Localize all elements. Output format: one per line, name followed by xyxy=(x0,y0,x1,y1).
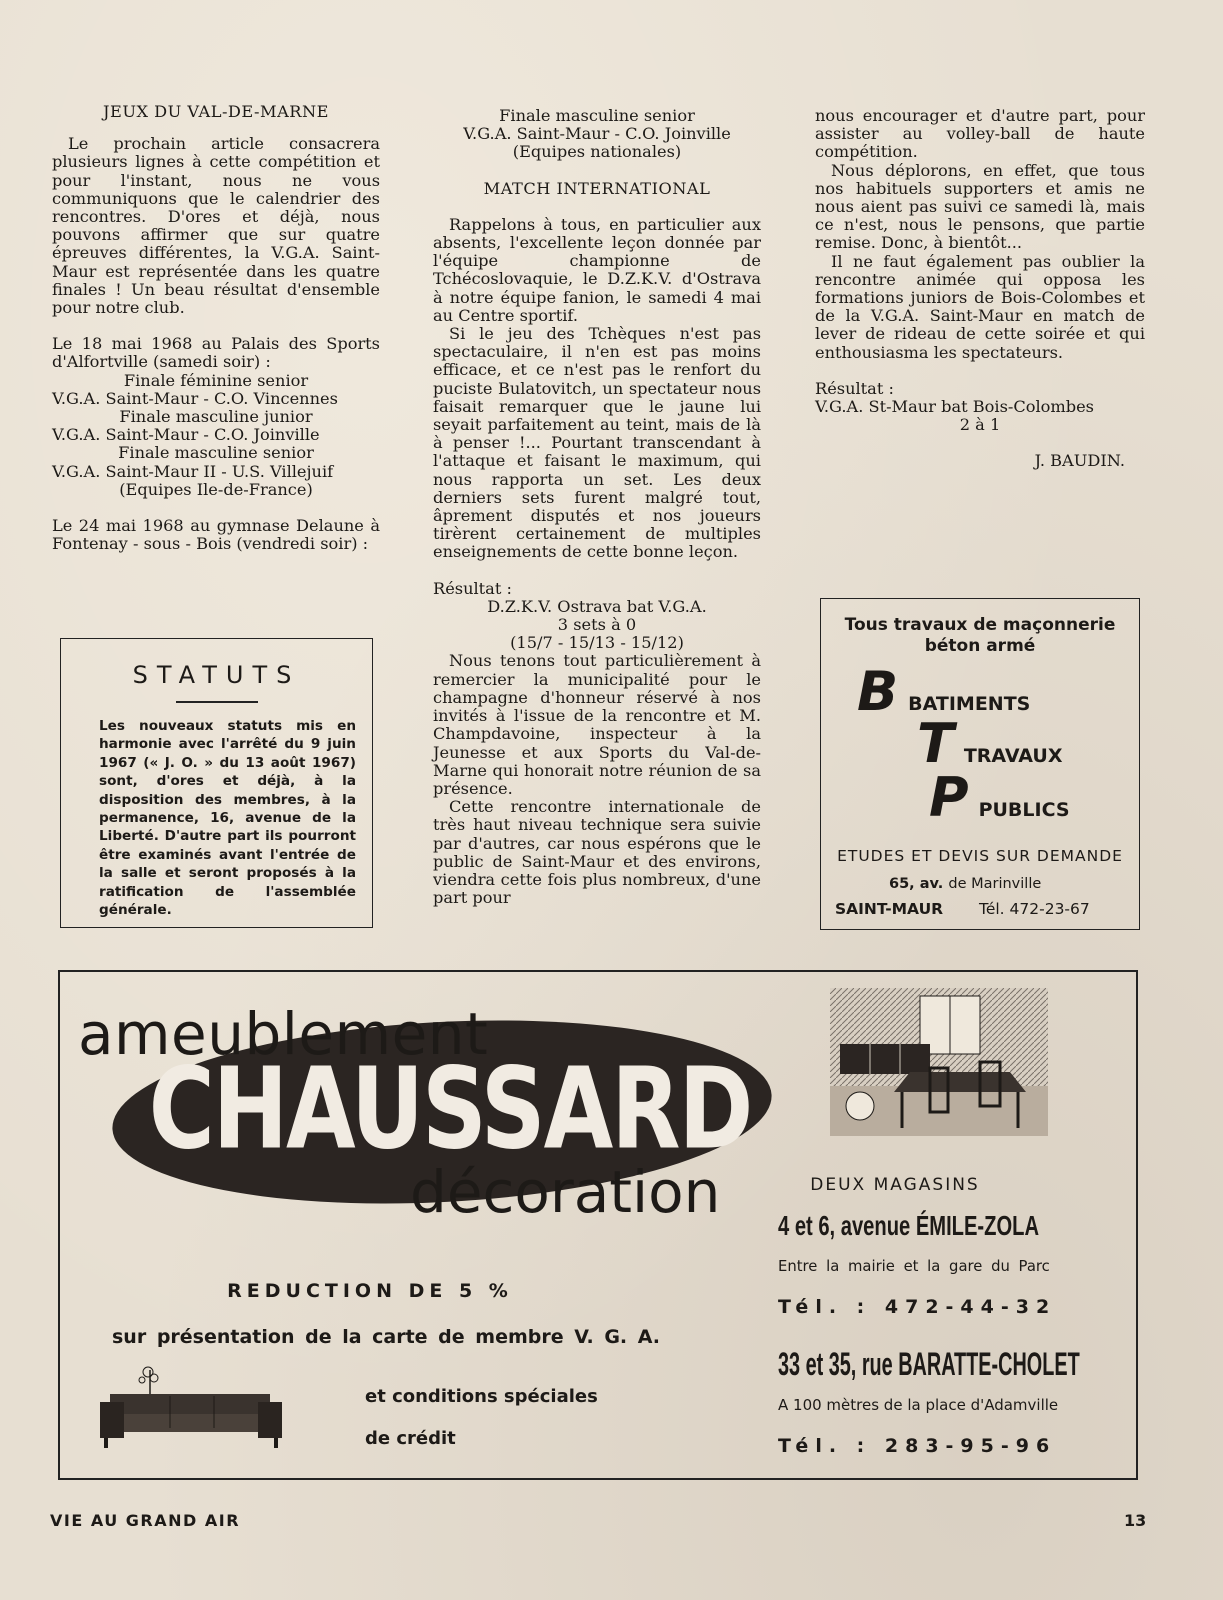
junior-result-label: Résultat : xyxy=(815,378,894,398)
chaussard-brand: CHAUSSARD xyxy=(148,1043,752,1176)
btp-letter-p: P xyxy=(929,766,969,829)
final-feminine-senior-title: Finale féminine senior xyxy=(123,370,309,390)
chaussard-advertisement xyxy=(58,970,1138,1480)
store-1-location: Entre la mairie et la gare du Parc xyxy=(778,1258,1050,1275)
column-2 xyxy=(433,107,761,907)
col3-paragraph-2: Nous déplorons, en effet, que tous nos habituels supporters et amis ne nous aient pas suivi ce samedi là, mais ce n'est, nous le pensons, que partie remise. Donc, à bientôt... xyxy=(815,160,1145,253)
jeux-heading: JEUX DU VAL-DE-MARNE xyxy=(103,102,329,121)
column-1 xyxy=(52,103,380,553)
btp-word-batiments: BATIMENTS xyxy=(908,693,1031,715)
statuts-title: STATUTS xyxy=(132,661,301,689)
final-ile-de-france-note: (Equipes Ile-de-France) xyxy=(119,479,313,499)
match-paragraph-4: Cette rencontre internationale de très haut niveau technique sera suivie par d'autres, car nous espérons que le public de Saint-Maur et des environs, viendra cette fois plus nombreux, d'une part pour xyxy=(433,797,761,908)
statuts-text: Les nouveaux statuts mis en harmonie avec l'arrêté du 9 juin 1967 (« J. O. » du 13 août 1967) sont, d'ores et déjà, à la disposition des membres, à la permanence, 16, avenue de la Liberté. D'autre part ils pourront être examinés avant l'entrée de la salle et seront proposés à la ratification de l'assemblée générale. xyxy=(99,718,356,919)
dining-room-illustration xyxy=(830,988,1048,1136)
store-2-phone: Tél. : 283-95-96 xyxy=(778,1435,1057,1457)
store-2-address: 33 et 35, rue BARATTE-CHOLET xyxy=(778,1346,1080,1382)
btp-address xyxy=(889,876,1041,892)
btp-headline xyxy=(821,615,1139,657)
final-nationale-title: Finale masculine senior xyxy=(499,106,695,125)
btp-letter-b: B xyxy=(857,660,899,723)
btp-headline-line-1: Tous travaux de maçonnerie xyxy=(844,615,1116,635)
sofa-illustration xyxy=(90,1364,290,1454)
match-paragraph-1: Rappelons à tous, en particulier aux absents, l'excellente leçon donnée par l'équipe championne de Tchécoslovaquie, le D.Z.K.V. d'Ostrava à notre équipe fanion, le samedi 4 mai au Centre sportif. xyxy=(433,214,761,325)
presentation-text: sur présentation de la carte de membre V. G. A. xyxy=(112,1326,661,1348)
match-paragraph-2: Si le jeu des Tchèques n'est pas spectaculaire, il n'en est pas moins efficace, et ce n'est pas le renfort du puciste Bulatovitch, un spectateur nous faisait remarquer que le jaune lui seyait parfaitement au teint, mais de là à penser !... Pourtant transcendant à l'attaque et faisant le maximum, qui nous rapporta un set. Les deux derniers sets furent malgré tout, âprement disputés et nos joueurs tirèrent certainement de multiples enseignements de cette bonne leçon. xyxy=(433,324,761,562)
statuts-divider xyxy=(176,701,258,703)
date-24-mai: Le 24 mai 1968 au gymnase Delaune à Fontenay - sous - Bois (vendredi soir) : xyxy=(52,516,380,554)
btp-address-street: de Marinville xyxy=(948,876,1042,892)
store-1-address: 4 et 6, avenue ÉMILE-ZOLA xyxy=(778,1210,1040,1241)
btp-word-travaux: TRAVAUX xyxy=(963,745,1063,767)
author-signature: J. BAUDIN. xyxy=(1034,451,1125,471)
match-international-heading: MATCH INTERNATIONAL xyxy=(483,178,711,198)
btp-address-number: 65, av. xyxy=(889,876,944,892)
jeux-intro: Le prochain article consacrera plusieurs lignes à cette compétition et pour l'instant, nous ne vous communiquons que le calendrier des rencontres. D'ores et déjà, nous pouvons affirmer que sur quatre épreuves différentes, la V.G.A. Saint-Maur est représentée dans les quatre finales ! Un beau résultat d'ensemble pour notre club. xyxy=(52,134,380,318)
btp-row-batiments xyxy=(857,660,1031,723)
conditions-line-1: et conditions spéciales xyxy=(365,1386,598,1407)
match-result-label: Résultat : xyxy=(433,578,512,598)
btp-row-travaux xyxy=(917,712,1063,775)
store-2-location: A 100 mètres de la place d'Adamville xyxy=(778,1396,1059,1414)
col3-paragraph-1: nous encourager et d'autre part, pour assister au volley-ball de haute compétition. xyxy=(815,106,1145,162)
match-result-sets: 3 sets à 0 xyxy=(557,615,637,635)
col3-paragraph-3: Il ne faut également pas oublier la rencontre animée qui opposa les formations juniors de Bois-Colombes et de la V.G.A. Saint-Maur en match de lever de rideau de cette soirée et qui enthousiasma les spectateurs. xyxy=(815,251,1145,362)
deux-magasins: DEUX MAGASINS xyxy=(810,1175,980,1195)
btp-word-publics: PUBLICS xyxy=(978,799,1070,821)
date-18-mai: Le 18 mai 1968 au Palais des Sports d'Alfortville (samedi soir) : xyxy=(52,334,380,372)
final-nationale-note: (Equipes nationales) xyxy=(512,142,682,162)
final-masculine-senior-match: V.G.A. Saint-Maur II - U.S. Villejuif xyxy=(52,461,334,481)
statuts-box xyxy=(60,638,373,928)
btp-phone: Tél. 472-23-67 xyxy=(979,900,1090,918)
match-result-scores: (15/7 - 15/13 - 15/12) xyxy=(510,633,684,653)
final-masculine-junior-match: V.G.A. Saint-Maur - C.O. Joinville xyxy=(52,425,320,445)
final-nationale-match: V.G.A. Saint-Maur - C.O. Joinville xyxy=(463,124,731,144)
final-feminine-senior-match: V.G.A. Saint-Maur - C.O. Vincennes xyxy=(52,388,338,408)
reduction-text: REDUCTION DE 5 % xyxy=(227,1280,513,1302)
btp-advertisement xyxy=(820,598,1140,930)
match-result-line: D.Z.K.V. Ostrava bat V.G.A. xyxy=(487,596,707,616)
match-paragraph-3: Nous tenons tout particulièrement à remercier la municipalité pour le champagne d'honneur réservé à nos invités à l'issue de la rencontre et M. Champdavoine, inspecteur à la Jeunesse et aux Sports du Val-de-Marne qui honorait notre réunion de sa présence. xyxy=(433,651,761,798)
final-masculine-senior-title: Finale masculine senior xyxy=(118,443,314,463)
conditions-line-2: de crédit xyxy=(365,1428,456,1449)
btp-etudes: ETUDES ET DEVIS SUR DEMANDE xyxy=(837,847,1123,865)
final-masculine-junior-title: Finale masculine junior xyxy=(119,407,313,427)
column-3 xyxy=(815,107,1145,471)
magazine-name: VIE AU GRAND AIR xyxy=(50,1511,241,1530)
store-1-phone: Tél. : 472-44-32 xyxy=(778,1296,1057,1318)
page-number: 13 xyxy=(1124,1511,1147,1530)
junior-result-line: V.G.A. St-Maur bat Bois-Colombes xyxy=(815,397,1094,417)
ameublement-text: ameublement xyxy=(78,1000,489,1068)
btp-letter-t: T xyxy=(917,712,954,775)
decoration-text: décoration xyxy=(410,1158,721,1226)
btp-row-publics xyxy=(929,766,1070,829)
junior-result-score: 2 à 1 xyxy=(959,415,1001,435)
btp-city: SAINT-MAUR xyxy=(835,900,944,918)
btp-headline-line-2: béton armé xyxy=(924,636,1036,656)
